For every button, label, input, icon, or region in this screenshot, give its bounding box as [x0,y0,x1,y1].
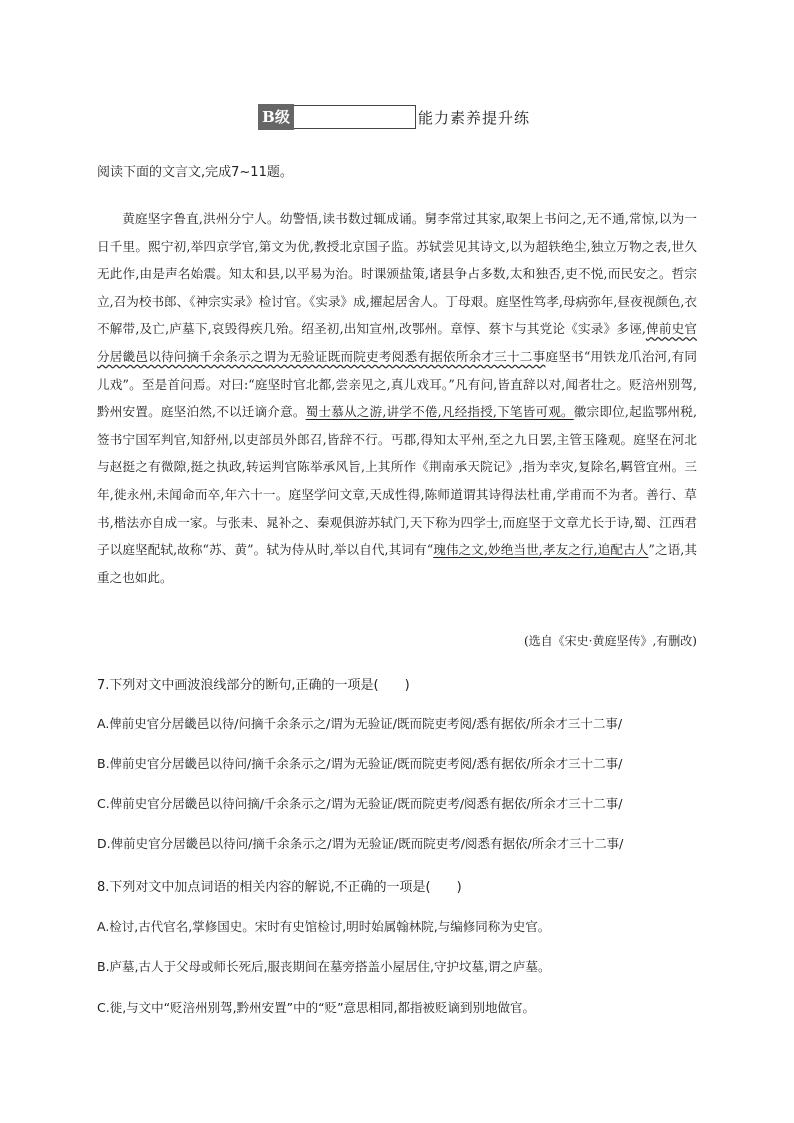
underlined-sentence-2: 瑰伟之文,妙绝当世,孝友之行,追配古人 [433,542,649,558]
passage-text-4: ”之语,其重之也如此。 [97,542,697,585]
question-8-option-c: C.徙,与文中“贬涪州别驾,黔州安置”中的“贬”意思相同,都指被贬谪到别地做官。 [97,1000,536,1015]
question-8-option-b: B.庐墓,古人于父母或师长死后,服丧期间在墓旁搭盖小屋居住,守护坟墓,谓之庐墓。 [97,959,551,974]
level-badge: B级 [258,104,294,130]
underlined-sentence-1: 蜀士慕从之游,讲学不倦,凡经指授,下笔皆可观。 [305,404,574,420]
question-8-stem: 8.下列对文中加点词语的相关内容的解说,不正确的一项是( ) [97,880,462,895]
passage-text-3: 徽宗即位,起监鄂州税,签书宁国军判官,知舒州,以吏部员外郎召,皆辞不行。丐郡,得知太平州,至之九日罢,主管玉隆观。庭坚在河北与赵挺之有微隙,挺之执政,转运判官陈举承风旨,上其所作《荆南承天院记》,指为幸灾,复除名,羁管宜州。三年,徙永州,未闻命而卒,年六十一。庭坚学问文章,天成性得,陈师道谓其诗得法杜甫,学甫而不为者。善行、草书,楷法亦自成一家。与张耒、晁补之、秦观俱游苏轼门,天下称为四学士,而庭坚于文章尤长于诗,蜀、江西君子以庭坚配轼,故称“苏、黄”。轼为侍从时,举以自代,其词有“ [97,404,697,558]
question-7-option-c: C.俾前史官分居畿邑以待问摘/千余条示之/谓为无验证/既而院吏考/阅悉有据依/所余才三十二事/ [97,796,623,811]
passage-paragraph [97,205,697,591]
reading-instruction: 阅读下面的文言文,完成7~11题。 [97,165,293,180]
passage-source: (选自《宋史·黄庭坚传》,有删改) [524,634,697,648]
passage-text-2: 庭坚书“用铁龙爪治河,有同儿戏”。至是首问焉。对曰:“庭坚时官北都,尝亲见之,真儿戏耳。”凡有问,皆直辞以对,闻者壮之。贬涪州别驾,黔州安置。庭坚泊然,不以迁谪介意。 [97,348,697,420]
question-7-option-b: B.俾前史官分居畿邑以待问/摘千余条示之/谓为无验证/既而院吏考阅/悉有据依/所余才三十二事/ [97,756,623,771]
section-title: 能力素养提升练 [418,108,531,127]
section-header [258,104,530,130]
answer-blank-box [294,105,416,129]
question-8-option-a: A.检讨,古代官名,掌修国史。宋时有史馆检讨,明时始属翰林院,与编修同称为史官。 [97,919,551,934]
question-7-option-d: D.俾前史官分居畿邑以待问/摘千余条示之/谓为无验证/既而院吏考/阅悉有据依/所余才三十二事/ [97,836,624,851]
classical-chinese-passage [97,205,697,591]
passage-text-1: 黄庭坚字鲁直,洪州分宁人。幼警悟,读书数过辄成诵。舅李常过其家,取架上书问之,无不通,常惊,以为一日千里。熙宁初,举四京学官,第文为优,教授北京国子监。苏轼尝见其诗文,以为超轶绝尘,独立万物之表,世久无此作,由是声名始震。知太和县,以平易为治。时课颁盐策,诸县争占多数,太和独否,吏不悦,而民安之。哲宗立,召为校书郎、《神宗实录》检讨官。《实录》成,擢起居舍人。丁母艰。庭坚性笃孝,母病弥年,昼夜视颜色,衣不解带,及亡,庐墓下,哀毁得疾几殆。绍圣初,出知宣州,改鄂州。章惇、蔡卞与其党论《实录》多诬, [97,211,697,337]
question-7-option-a: A.俾前史官分居畿邑以待/问摘千余条示之/谓为无验证/既而院吏考阅/悉有据依/所余才三十二事/ [97,716,623,731]
wavy-underlined-sentence: 俾前史官分居畿邑以待问摘千余条示之谓为无验证既而院吏考阅悉有据依所余才三十二事 [97,321,697,364]
question-7-stem: 7.下列对文中画波浪线部分的断句,正确的一项是( ) [97,678,410,693]
